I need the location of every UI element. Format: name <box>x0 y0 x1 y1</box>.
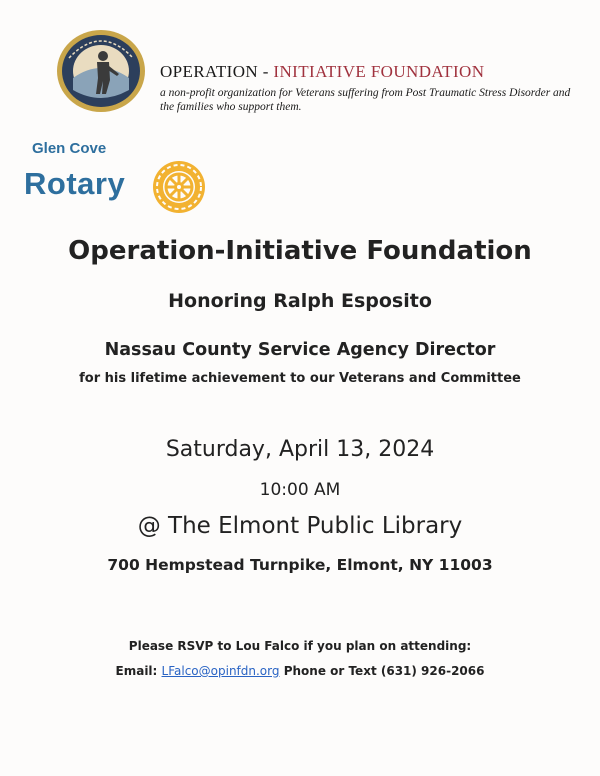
foundation-seal-logo <box>55 28 147 114</box>
honoree-heading: Honoring Ralph Esposito <box>168 290 432 312</box>
rsvp-contact <box>0 664 600 678</box>
event-title: Operation-Initiative Foundation <box>68 236 532 266</box>
event-venue: @ The Elmont Public Library <box>137 513 463 539</box>
rsvp-text: Please RSVP to Lou Falco if you plan on attending: <box>128 639 472 653</box>
org-name <box>160 62 484 82</box>
honor-reason: for his lifetime achievement to our Veterans and Committee <box>79 371 521 386</box>
org-name-prefix: OPERATION - <box>160 62 274 81</box>
rotary-wheel-icon <box>143 158 215 216</box>
email-link[interactable]: LFalco@opinfdn.org <box>161 664 280 678</box>
event-time: 10:00 AM <box>259 480 341 500</box>
event-date: Saturday, April 13, 2024 <box>165 437 435 462</box>
org-name-suffix: INITIATIVE FOUNDATION <box>273 62 485 81</box>
email-label: Email: <box>115 664 158 678</box>
honoree-role: Nassau County Service Agency Director <box>104 340 496 360</box>
org-tagline: a non-profit organization for Veterans suffering from Post Traumatic Stress Disorder and the families who support them. <box>160 87 571 113</box>
event-address: 700 Hempstead Turnpike, Elmont, NY 11003 <box>107 556 493 574</box>
phone-text: Phone or Text (631) 926-2066 <box>283 664 485 678</box>
rotary-club-name: Glen Cove <box>32 140 107 157</box>
rotary-wordmark: Rotary <box>24 166 126 201</box>
